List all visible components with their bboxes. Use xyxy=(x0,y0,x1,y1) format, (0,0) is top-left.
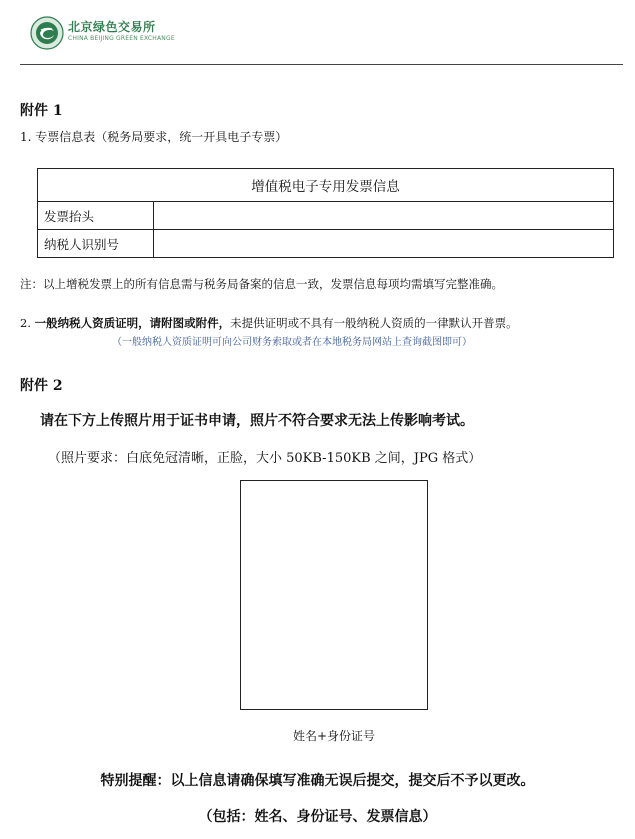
attachment2-title: 附件 2 xyxy=(20,378,63,394)
cbgex-logo-icon xyxy=(30,16,64,50)
header-divider xyxy=(20,64,623,65)
special-reminder: 特别提醒：以上信息请确保填写准确无误后提交，提交后不予以更改。 xyxy=(100,773,535,789)
item2-number: 2. xyxy=(20,316,31,330)
invoice-note: 注：以上增税发票上的所有信息需与税务局备案的信息一致，发票信息每项均需填写完整准确。 xyxy=(20,277,503,291)
reminder-detail: （包括：姓名、身份证号、发票信息） xyxy=(198,809,437,825)
taxpayer-id-field[interactable] xyxy=(154,230,614,258)
table-row xyxy=(38,230,614,258)
attachment1-item1: 1. 专票信息表（税务局要求，统一开具电子专票） xyxy=(20,130,288,144)
table-row xyxy=(38,202,614,230)
org-name-cn: 北京绿色交易所 xyxy=(68,20,156,34)
item2-bold-text: 一般纳税人资质证明，请附图或附件， xyxy=(34,316,231,330)
invoice-info-table xyxy=(37,168,614,258)
taxpayer-id-label: 纳税人识别号 xyxy=(38,230,154,258)
invoice-header-label: 发票抬头 xyxy=(38,202,154,230)
attachment1-title: 附件 1 xyxy=(20,103,63,119)
photo-instruction: 请在下方上传照片用于证书申请，照片不符合要求无法上传影响考试。 xyxy=(40,413,474,429)
attachment1-item2 xyxy=(20,315,518,331)
item2-hint: （一般纳税人资质证明可向公司财务索取或者在本地税务局网站上查询截图即可） xyxy=(112,337,472,348)
org-name-en: CHINA BEIJING GREEN EXCHANGE xyxy=(68,35,175,42)
invoice-header-field[interactable] xyxy=(154,202,614,230)
photo-caption: 姓名+身份证号 xyxy=(292,729,376,743)
photo-requirements: （照片要求：白底免冠清晰，正脸，大小 50KB-150KB 之间，JPG 格式） xyxy=(48,451,482,466)
item2-rest-text: 未提供证明或不具有一般纳税人资质的一律默认开普票。 xyxy=(230,316,518,330)
invoice-table-title: 增值税电子专用发票信息 xyxy=(38,169,614,202)
photo-upload-area[interactable] xyxy=(240,480,428,710)
